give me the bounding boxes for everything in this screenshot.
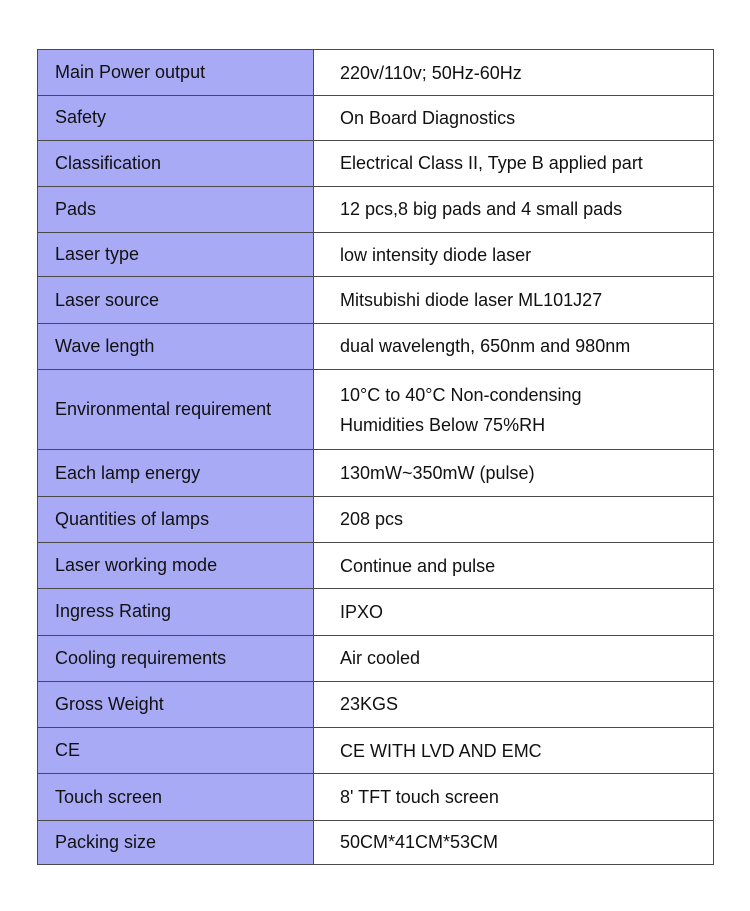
spec-value: Humidities Below 75%RH — [340, 414, 546, 435]
spec-value: low intensity diode laser — [340, 244, 532, 265]
spec-value-cell — [314, 323, 714, 369]
spec-label-cell — [38, 681, 314, 727]
spec-value-cell — [314, 369, 714, 449]
spec-label-cell — [38, 774, 314, 820]
spec-value: Continue and pulse — [340, 555, 496, 576]
spec-label: Laser source — [55, 289, 160, 310]
spec-value-cell — [314, 450, 714, 496]
spec-value-cell — [314, 820, 714, 864]
spec-row — [38, 140, 714, 186]
spec-label: Laser working mode — [55, 555, 218, 576]
spec-label-cell — [38, 450, 314, 496]
spec-value: 23KGS — [340, 694, 399, 715]
spec-value-cell — [314, 496, 714, 542]
spec-value-cell — [314, 140, 714, 186]
spec-value-cell — [314, 233, 714, 277]
spec-row — [38, 450, 714, 496]
spec-label: Each lamp energy — [55, 462, 201, 483]
spec-label-cell — [38, 820, 314, 864]
spec-value-cell — [314, 50, 714, 96]
spec-label-cell — [38, 233, 314, 277]
spec-value: 12 pcs,8 big pads and 4 small pads — [340, 199, 623, 220]
spec-label-cell — [38, 542, 314, 588]
spec-value-cell — [314, 635, 714, 681]
spec-label: Main Power output — [55, 62, 206, 83]
spec-label-cell — [38, 589, 314, 635]
spec-value: 208 pcs — [340, 509, 404, 530]
spec-value: 130mW~350mW (pulse) — [340, 463, 535, 484]
spec-label-cell — [38, 186, 314, 232]
spec-row — [38, 496, 714, 542]
spec-label-cell — [38, 50, 314, 96]
spec-label: Laser type — [55, 244, 140, 265]
spec-label: Quantities of lamps — [55, 508, 210, 529]
spec-label: Gross Weight — [55, 693, 164, 714]
spec-row — [38, 323, 714, 369]
spec-label: Cooling requirements — [55, 647, 227, 668]
spec-label-cell — [38, 140, 314, 186]
spec-label-cell — [38, 277, 314, 323]
spec-value-cell — [314, 774, 714, 820]
spec-value: 10°C to 40°C Non-condensing — [340, 384, 582, 405]
spec-label: Wave length — [55, 335, 155, 356]
spec-label-cell — [38, 323, 314, 369]
spec-value-cell — [314, 186, 714, 232]
spec-value-cell — [314, 96, 714, 140]
spec-label: Classification — [55, 152, 162, 173]
spec-row — [38, 50, 714, 96]
spec-row — [38, 96, 714, 140]
spec-label-cell — [38, 728, 314, 774]
spec-value: dual wavelength, 650nm and 980nm — [340, 336, 631, 357]
spec-value-cell — [314, 277, 714, 323]
spec-row — [38, 369, 714, 449]
spec-label: Packing size — [55, 831, 157, 852]
spec-row — [38, 186, 714, 232]
spec-value-cell — [314, 589, 714, 635]
spec-value: 220v/110v; 50Hz-60Hz — [340, 62, 522, 83]
spec-row — [38, 635, 714, 681]
spec-label: CE — [55, 740, 81, 761]
spec-table-body — [38, 50, 714, 865]
spec-label-cell — [38, 369, 314, 449]
spec-value: IPXO — [340, 601, 384, 622]
spec-label: Safety — [55, 107, 107, 128]
spec-value-cell — [314, 728, 714, 774]
spec-value: 8' TFT touch screen — [340, 787, 499, 808]
spec-row — [38, 774, 714, 820]
spec-row — [38, 728, 714, 774]
spec-value: 50CM*41CM*53CM — [340, 832, 499, 853]
spec-value: Mitsubishi diode laser ML101J27 — [340, 290, 603, 311]
spec-row — [38, 681, 714, 727]
spec-value-cell — [314, 542, 714, 588]
spec-row — [38, 820, 714, 864]
spec-label: Touch screen — [55, 786, 163, 807]
spec-label-cell — [38, 635, 314, 681]
spec-row — [38, 277, 714, 323]
spec-row — [38, 589, 714, 635]
spec-value: Air cooled — [340, 648, 421, 669]
spec-row — [38, 233, 714, 277]
spec-label: Pads — [55, 198, 97, 219]
spec-table — [37, 49, 714, 865]
spec-label-cell — [38, 496, 314, 542]
spec-value: Electrical Class II, Type B applied part — [340, 153, 643, 174]
spec-label: Ingress Rating — [55, 601, 172, 622]
spec-row — [38, 542, 714, 588]
spec-label: Environmental requirement — [55, 399, 272, 420]
spec-value-cell — [314, 681, 714, 727]
spec-value: On Board Diagnostics — [340, 107, 516, 128]
spec-label-cell — [38, 96, 314, 140]
spec-value: CE WITH LVD AND EMC — [340, 740, 542, 761]
